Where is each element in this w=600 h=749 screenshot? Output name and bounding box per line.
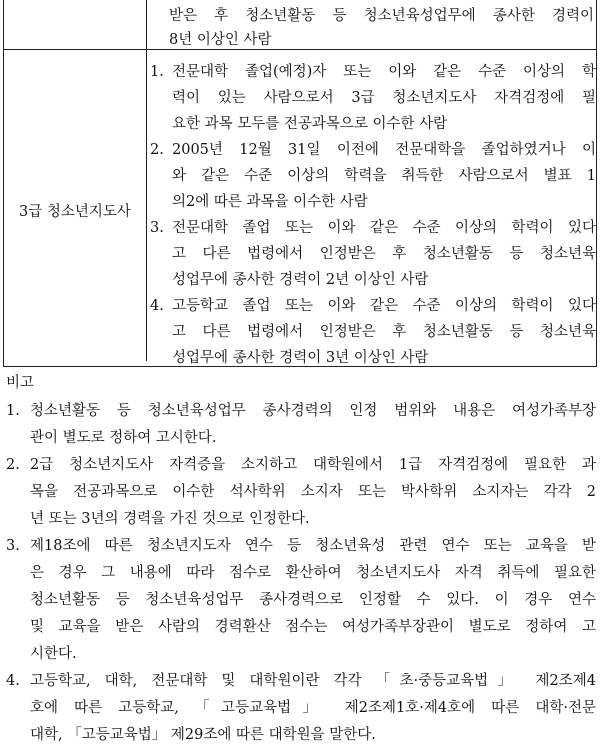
text-line: 성업무에 종사한 경력이 2년 이상인 사람 bbox=[172, 272, 429, 288]
item-number: 1. bbox=[150, 64, 164, 80]
text-line: 은 경우 그 내용에 따라 점수로 환산하여 청소년지도사 자격 취득에 필요한 bbox=[30, 565, 596, 581]
remark-item bbox=[6, 398, 596, 452]
requirement-list bbox=[150, 59, 596, 371]
text-line: 의2에 따른 과목을 이수한 사람 bbox=[172, 194, 368, 210]
item-number: 2. bbox=[150, 142, 164, 158]
column-divider bbox=[146, 0, 147, 361]
remark-number: 1. bbox=[6, 403, 20, 419]
text-line: 대학, 「고등교육법」 제29조에 따른 대학원을 말한다. bbox=[30, 727, 376, 743]
text-line: 청소년활동 등 청소년육성업무 종사경력으로 인정할 수 있다. 이 경우 연수 bbox=[30, 592, 596, 608]
text-line: 전문대학 졸업 또는 이와 같은 수준 이상의 학력이 있다 bbox=[172, 220, 596, 236]
text-line: 8년 이상인 사람 bbox=[169, 32, 272, 48]
remark-item bbox=[6, 533, 596, 668]
text-line: 2급 청소년지도사 자격증을 소지하고 대학원에서 1급 자격검정에 필요한 과 bbox=[30, 457, 596, 473]
text-line: 제18조에 따른 청소년지도자 연수 등 청소년육성 관련 연수 또는 교육을 받 bbox=[30, 538, 596, 554]
remark-number: 2. bbox=[6, 457, 20, 473]
text-line: 청소년활동 등 청소년육성업무 종사경력의 인정 범위와 내용은 여성가족부장 bbox=[30, 403, 596, 419]
remark-item bbox=[6, 668, 596, 749]
previous-row-continuation bbox=[169, 4, 594, 52]
qualification-table bbox=[3, 0, 597, 367]
text-line: 2005년 12월 31일 이전에 전문대학을 졸업하였거나 이 bbox=[172, 142, 596, 158]
text-line: 고등학교, 대학, 전문대학 및 대학원이란 각각 「초·중등교육법」 제2조제4 bbox=[30, 673, 596, 689]
text-line: 력이 있는 사람으로서 3급 청소년지도사 자격검정에 필 bbox=[172, 90, 596, 106]
text-line: 고등학교 졸업 또는 이와 같은 수준 이상의 학력이 있다 bbox=[172, 298, 596, 314]
remark-number: 4. bbox=[6, 673, 20, 689]
text-line: 전문대학 졸업(예정)자 또는 이와 같은 수준 이상의 학 bbox=[172, 64, 596, 80]
item-number: 3. bbox=[150, 220, 164, 236]
text-line: 시한다. bbox=[30, 646, 77, 662]
list-item bbox=[150, 215, 596, 293]
text-line: 와 같은 수준 이상의 학력을 취득한 사람으로서 별표 1 bbox=[172, 168, 596, 184]
text-line: 년 또는 3년의 경력을 가진 것으로 인정한다. bbox=[30, 511, 310, 527]
text-line: 고 다른 법령에서 인정받은 후 청소년활동 등 청소년육 bbox=[172, 324, 596, 340]
text-line: 요한 과목 모두를 전공과목으로 이수한 사람 bbox=[172, 116, 448, 132]
text-line: 목을 전공과목으로 이수한 석사학위 소지자 또는 박사학위 소지자는 각각 2 bbox=[30, 484, 596, 500]
text-line: 고 다른 법령에서 인정받은 후 청소년활동 등 청소년육 bbox=[172, 246, 596, 262]
text-line: 호에 따른 고등학교, 「고등교육법」 제2조제1호·제4호에 따른 대학·전문 bbox=[30, 700, 596, 716]
list-item bbox=[150, 59, 596, 137]
remarks-heading: 비고 bbox=[6, 375, 35, 391]
grade-label: 3급 청소년지도사 bbox=[19, 204, 131, 220]
list-item bbox=[150, 293, 596, 371]
text-line: 및 교육을 받은 사람의 경력환산 점수는 여성가족부장관이 별도로 정하여 고 bbox=[30, 619, 596, 635]
remark-number: 3. bbox=[6, 538, 20, 554]
item-number: 4. bbox=[150, 298, 164, 314]
text-line: 관이 별도로 정하여 고시한다. bbox=[30, 430, 217, 446]
text-line: 성업무에 종사한 경력이 3년 이상인 사람 bbox=[172, 350, 429, 366]
remark-item bbox=[6, 452, 596, 533]
text-line: 받은 후 청소년활동 등 청소년육성업무에 종사한 경력이 bbox=[169, 8, 594, 24]
list-item bbox=[150, 137, 596, 215]
remarks-list bbox=[6, 398, 596, 749]
